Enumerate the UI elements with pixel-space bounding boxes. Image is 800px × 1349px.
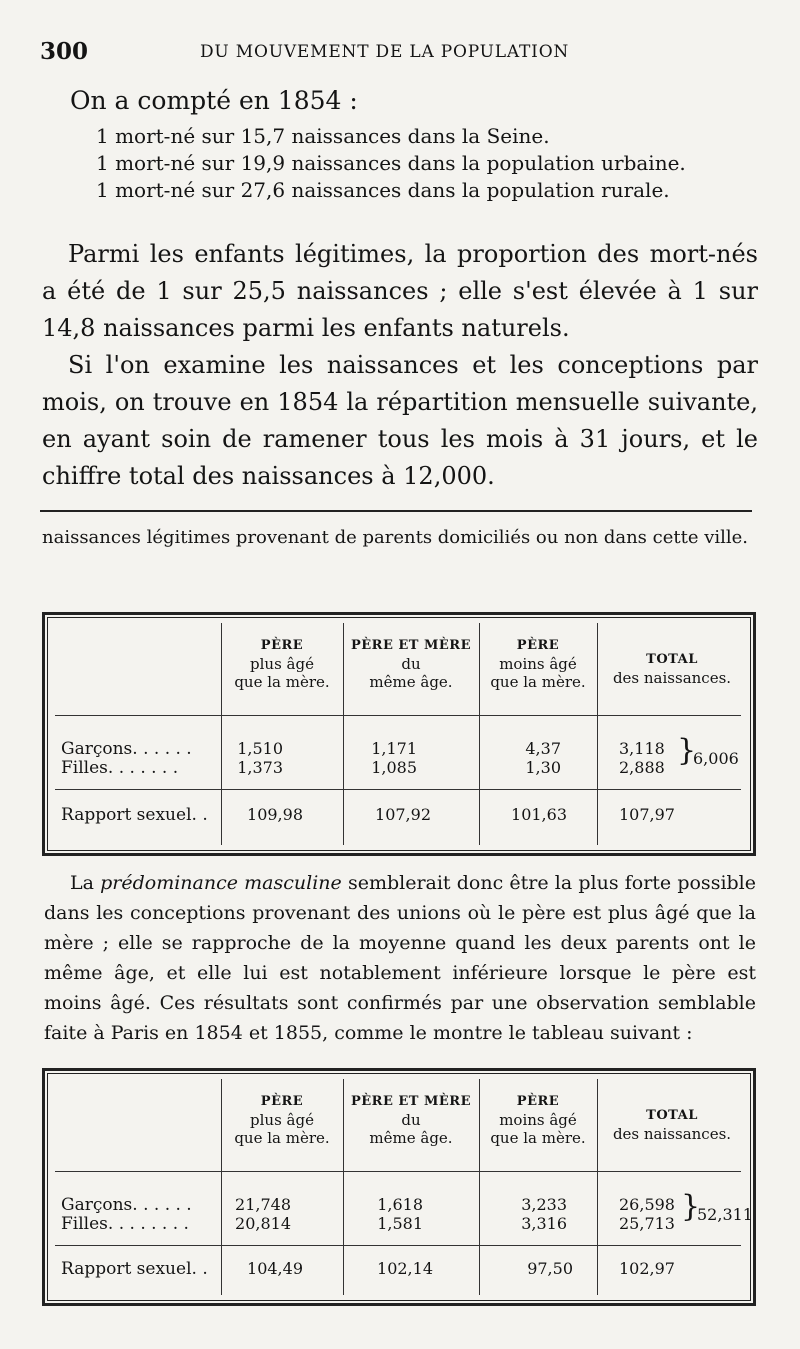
row-label-girls: Filles. . . . . . .	[61, 758, 179, 778]
cell-total-girls: 2,888	[619, 758, 665, 777]
section-rule	[40, 510, 752, 512]
header-same-age: PÈRE ET MÈRE du même âge.	[350, 1094, 472, 1147]
header-father-younger: PÈRE moins âgé que la mère.	[490, 638, 586, 691]
cell: 3,316	[521, 1214, 567, 1233]
cell: 1,30	[525, 758, 561, 777]
stillbirth-stats	[70, 86, 760, 204]
brace-icon: }	[677, 733, 697, 768]
header-father-older: PÈRE plus âgé que la mère.	[234, 1094, 330, 1147]
header-total: TOTAL des naissances.	[612, 1108, 732, 1143]
row-label-ratio: Rapport sexuel. .	[61, 1259, 208, 1279]
cell-ratio-total: 107,97	[619, 805, 675, 824]
brace-icon: }	[681, 1189, 701, 1224]
cell: 1,085	[371, 758, 417, 777]
cell: 3,233	[521, 1195, 567, 1214]
row-label-girls: Filles. . . . . . . .	[61, 1214, 189, 1234]
stat-line-rural: 1 mort-né sur 27,6 naissances dans la population rurale.	[96, 178, 670, 202]
cell: 109,98	[247, 805, 303, 824]
row-rule	[55, 789, 741, 790]
page-number: 300	[40, 38, 89, 65]
cell-total-boys: 3,118	[619, 739, 665, 758]
sex-ratio-table-1	[42, 612, 756, 856]
header-father-older: PÈRE plus âgé que la mère.	[234, 638, 330, 691]
cell: 1,171	[371, 739, 417, 758]
cell: 21,748	[235, 1195, 291, 1214]
row-label-boys: Garçons. . . . . .	[61, 739, 192, 759]
sex-ratio-table-2	[42, 1068, 756, 1306]
row-rule	[55, 1245, 741, 1246]
paragraph-monthly: Si l'on examine les naissances et les conceptions par mois, on trouve en 1854 la répartition mensuelle suivante, en ayant soin de ramener tous les mois à 31 jours, et le chiffre total des naissances à 12,000.	[42, 351, 758, 490]
cell: 102,14	[377, 1259, 433, 1278]
stat-line-seine: 1 mort-né sur 15,7 naissances dans la Seine.	[96, 124, 550, 148]
cell-ratio-total: 102,97	[619, 1259, 675, 1278]
cell-total-girls: 25,713	[619, 1214, 675, 1233]
note-text: naissances légitimes provenant de parents domiciliés ou non dans cette ville.	[42, 527, 749, 548]
header-rule	[55, 715, 741, 716]
row-label-boys: Garçons. . . . . .	[61, 1195, 192, 1215]
cell: 1,510	[237, 739, 283, 758]
stat-line-urban: 1 mort-né sur 19,9 naissances dans la population urbaine.	[96, 151, 686, 175]
header-total: TOTAL des naissances.	[612, 652, 732, 687]
header-father-younger: PÈRE moins âgé que la mère.	[490, 1094, 586, 1147]
cell: 4,37	[525, 739, 561, 758]
cell: 1,581	[377, 1214, 423, 1233]
paragraph-legitimate: Parmi les enfants légitimes, la proportion des mort-nés a été de 1 sur 25,5 naissances ; elle s'est élevée à 1 sur 14,8 naissances parmi les enfants naturels.	[42, 240, 758, 342]
running-header	[40, 38, 760, 66]
paragraph-predominance: La prédominance masculine semblerait donc être la plus forte possible dans les conceptions provenant des unions où le père est plus âgé que la mère ; elle se rapproche de la moyenne quand les deux parents ont le même âge, et elle lui est notablement inférieure lorsque le père est moins âgé. Ces résultats sont confirmés par une observation semblable faite à Paris en 1854 et 1855, comme le montre le tableau suivant :	[44, 872, 756, 1044]
header-same-age: PÈRE ET MÈRE du même âge.	[350, 638, 472, 691]
cell: 101,63	[511, 805, 567, 824]
stats-lead: On a compté en 1854 :	[70, 86, 358, 115]
cell: 104,49	[247, 1259, 303, 1278]
cell: 107,92	[375, 805, 431, 824]
cell: 20,814	[235, 1214, 291, 1233]
grand-total: 6,006	[693, 749, 739, 768]
running-title: DU MOUVEMENT DE LA POPULATION	[200, 42, 570, 62]
cell: 1,373	[237, 758, 283, 777]
cell-total-boys: 26,598	[619, 1195, 675, 1214]
grand-total: 52,311	[697, 1205, 753, 1224]
header-rule	[55, 1171, 741, 1172]
row-label-ratio: Rapport sexuel. .	[61, 805, 208, 825]
cell: 97,50	[527, 1259, 573, 1278]
cell: 1,618	[377, 1195, 423, 1214]
emphasis-text: prédominance masculine	[100, 872, 342, 894]
